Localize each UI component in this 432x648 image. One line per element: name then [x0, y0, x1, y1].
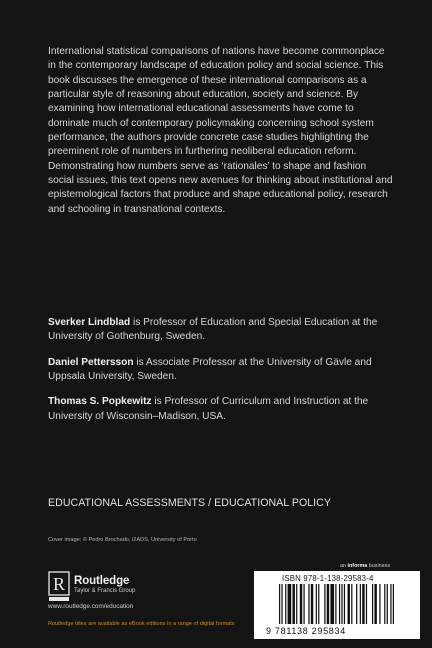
- author-bio-text: is Associate Professor at the University of Gävle and Uppsala University, Sweden.: [48, 356, 372, 383]
- publisher-name: Routledge: [74, 575, 130, 587]
- author-bio: [48, 395, 393, 424]
- author-bio: [48, 356, 393, 385]
- informa-prefix: an: [340, 563, 348, 569]
- author-bio-text: is Professor of Curriculum and Instruction at the University of Wisconsin–Madison, USA.: [48, 396, 369, 422]
- barcode-digits: 9 781138 295834: [266, 626, 346, 636]
- cover-image-credit: Cover image: © Pedro Brochado, i2ADS, University of Porto: [48, 537, 197, 543]
- subject-category: EDUCATIONAL ASSESSMENTS / EDUCATIONAL POLICY: [48, 497, 331, 509]
- author-bios: [48, 316, 393, 435]
- publisher-url: www.routledge.com/education: [48, 603, 134, 610]
- publisher-group: Taylor & Francis Group: [74, 588, 136, 594]
- barcode: [279, 584, 394, 624]
- book-description: International statistical comparisons of nations have become commonplace in the contemporary landscape of education policy and social science. This book discusses the emergence of these international comparisons as a particular style of reasoning about education, society and science. By examining how international educational assessments have come to dominate much of contemporary policymaking concerning school system performance, the authors provide concrete case studies highlighting the preeminent role of numbers in furthering neoliberal education reform. Demonstrating how numbers serve as ‘rationales’ to shape and fashion social issues, this text opens new avenues for thinking about institutional and epistemological factors that produce and shape educational policy, research and schooling in transnational contexts.: [48, 46, 393, 215]
- author-bio: [48, 316, 393, 345]
- author-name: Thomas S. Popkewitz: [48, 396, 152, 408]
- author-name: Sverker Lindblad: [48, 317, 131, 328]
- author-name: Daniel Pettersson: [48, 356, 134, 368]
- informa-business-tag: [340, 563, 390, 569]
- informa-name: informa: [347, 563, 368, 569]
- ebook-note: Routledge titles are available as eBook editions in a range of digital formats: [48, 621, 235, 627]
- author-bio-text: is Professor of Education and Special Education at the University of Gothenburg, Sweden.: [48, 317, 378, 343]
- svg-text:R: R: [52, 574, 66, 594]
- publisher-logo: [48, 571, 135, 602]
- routledge-logo-icon: [48, 571, 70, 602]
- isbn-text: ISBN 978-1-138-29583-4: [282, 574, 374, 583]
- informa-suffix: business: [367, 563, 391, 569]
